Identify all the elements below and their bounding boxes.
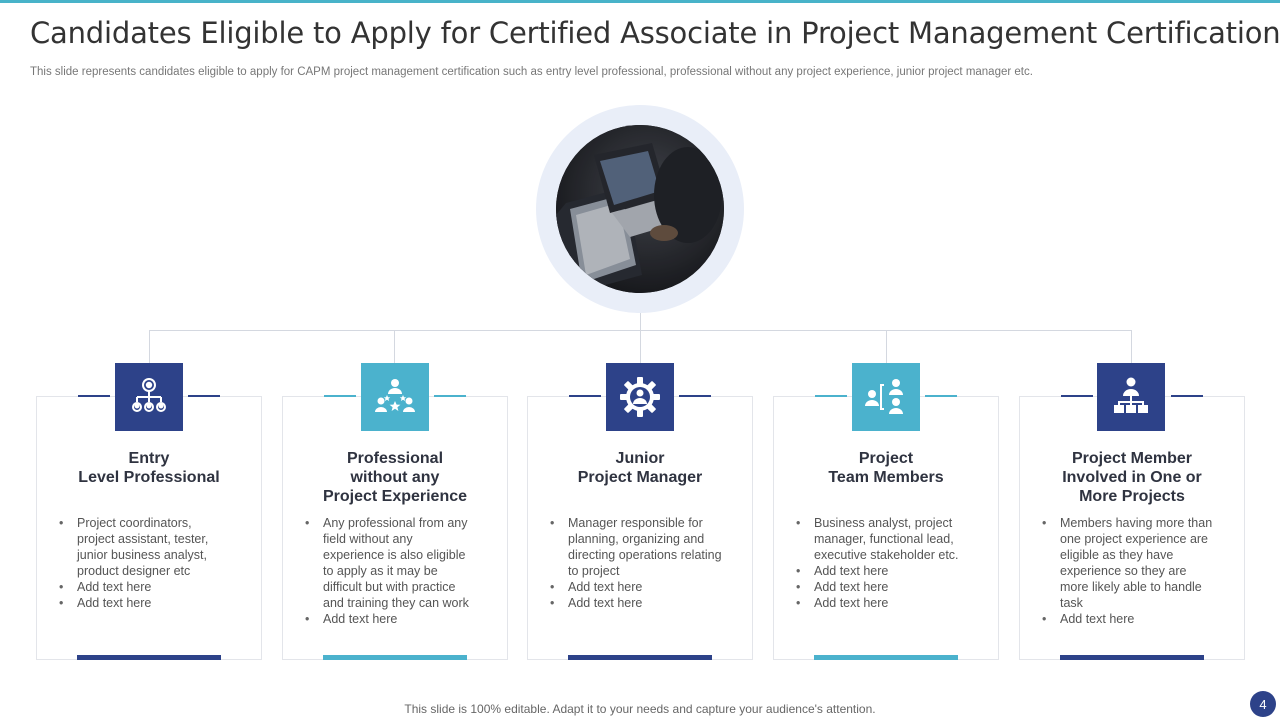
card-bottom-bar (1060, 655, 1204, 660)
list-item: • Add text here (1060, 611, 1214, 627)
card-bullets (814, 515, 968, 611)
tile-dash (815, 395, 847, 397)
card-professional-no-experience (282, 396, 508, 660)
top-accent-line (0, 0, 1280, 3)
footer-note: This slide is 100% editable. Adapt it to your needs and capture your audience's attention. (404, 702, 876, 716)
connector-drop-1 (149, 330, 150, 363)
card-title: Professional without any Project Experience (322, 450, 468, 505)
connector-vertical-main (640, 313, 641, 363)
card-bottom-bar (568, 655, 712, 660)
card-bottom-bar (77, 655, 221, 660)
team-members-icon (852, 363, 920, 431)
tile-dash (324, 395, 356, 397)
list-item: • Add text here (568, 579, 722, 595)
list-item: • Add text here (323, 611, 477, 627)
tile-dash (1171, 395, 1203, 397)
list-item: • Add text here (568, 595, 722, 611)
tile-dash (569, 395, 601, 397)
card-title: Junior Project Manager (577, 450, 703, 486)
slide-title: Candidates Eligible to Apply for Certified Associate in Project Management Certification (30, 16, 1280, 50)
card-project-team-members (773, 396, 999, 660)
list-item: • Add text here (77, 595, 231, 611)
tile-dash (679, 395, 711, 397)
card-entry-level (36, 396, 262, 660)
tile-dash (1061, 395, 1093, 397)
connector-drop-2 (394, 330, 395, 363)
card-bullets (568, 515, 722, 611)
list-item: • Project coordinators, project assistant, tester, junior business analyst, product designer etc (77, 515, 231, 579)
list-item: • Add text here (77, 579, 231, 595)
card-bottom-bar (814, 655, 958, 660)
list-item: • Add text here (814, 579, 968, 595)
card-bottom-bar (323, 655, 467, 660)
team-stars-icon (361, 363, 429, 431)
hero-image (556, 125, 724, 293)
people-network-gear-icon (115, 363, 183, 431)
list-item: • Add text here (814, 563, 968, 579)
org-hierarchy-icon (1097, 363, 1165, 431)
card-junior-project-manager (527, 396, 753, 660)
tile-dash (188, 395, 220, 397)
card-title: Entry Level Professional (78, 450, 220, 486)
gear-person-icon (606, 363, 674, 431)
connector-drop-4 (886, 330, 887, 363)
list-item: • Members having more than one project experience are eligible as they have experience so they are more likely able to handle task (1060, 515, 1214, 611)
card-title: Project Member Involved in One or More Projects (1062, 450, 1202, 505)
card-project-member-multiple (1019, 396, 1245, 660)
list-item: • Business analyst, project manager, functional lead, executive stakeholder etc. (814, 515, 968, 563)
connector-horizontal (149, 330, 1132, 331)
list-item: • Manager responsible for planning, organizing and directing operations relating to project (568, 515, 722, 579)
card-title: Project Team Members (828, 450, 944, 486)
card-bullets (323, 515, 477, 627)
page-number-badge: 4 (1250, 691, 1276, 717)
list-item: • Any professional from any field without any experience is also eligible to apply as it may be difficult but with practice and training they can work (323, 515, 477, 611)
connector-drop-5 (1131, 330, 1132, 363)
card-bullets (77, 515, 231, 611)
tile-dash (925, 395, 957, 397)
tile-dash (78, 395, 110, 397)
list-item: • Add text here (814, 595, 968, 611)
card-bullets (1060, 515, 1214, 627)
slide-subtitle: This slide represents candidates eligible to apply for CAPM project management certification such as entry level professional, professional without any project experience, junior project manager etc. (30, 66, 1033, 78)
tile-dash (434, 395, 466, 397)
laptops-photo-icon (556, 125, 724, 293)
